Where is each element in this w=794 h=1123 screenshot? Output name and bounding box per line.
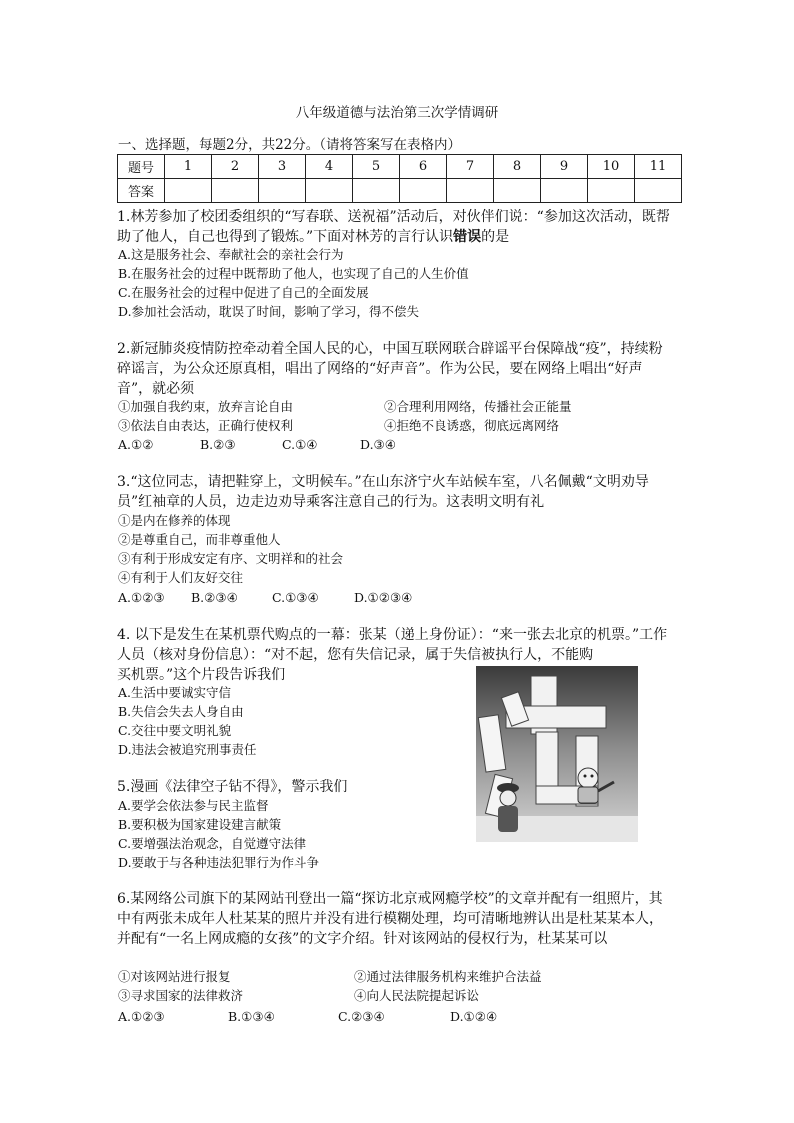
- q3-statement-4: ④有利于人们友好交往: [118, 570, 244, 585]
- question-1-stem: [117, 207, 675, 247]
- answer-table: [117, 154, 682, 203]
- table-cell-number: 6: [400, 155, 447, 179]
- q1-option-b[interactable]: B.在服务社会的过程中既帮助了他人，也实现了自己的人生价值: [118, 266, 469, 281]
- q6-statement-2: ②通过法律服务机构来维护合法益: [354, 969, 542, 984]
- q3-option-b[interactable]: B.②③④: [191, 590, 238, 605]
- table-cell-number: 7: [447, 155, 494, 179]
- q2-statement-1: ①加强自我约束，放弃言论自由: [118, 399, 294, 414]
- table-answer-label: 答案: [118, 179, 165, 203]
- q4-option-b[interactable]: B.失信会失去人身自由: [118, 704, 244, 719]
- question-4-stem-end: 买机票。”这个片段告诉我们: [117, 667, 286, 683]
- q5-option-c[interactable]: C.要增强法治观念，自觉遵守法律: [118, 836, 307, 851]
- answer-cell[interactable]: [212, 179, 259, 203]
- q6-statement-4: ④向人民法院提起诉讼: [354, 988, 480, 1003]
- table-row-answers: [118, 179, 682, 203]
- question-4-stem: 4. 以下是发生在某机票代购点的一幕：张某（递上身份证）：“来一张去北京的机票。”工作人员（核对身份信息）：“对不起，您有失信记录，属于失信被执行人，不能购: [117, 627, 668, 663]
- section-heading: 一、选择题，每题2分，共22分。（请将答案写在表格内）: [118, 137, 462, 153]
- q2-option-c[interactable]: C.①④: [282, 437, 318, 452]
- answer-cell[interactable]: [588, 179, 635, 203]
- table-cell-number: 10: [588, 155, 635, 179]
- q3-statement-1: ①是内在修养的体现: [118, 513, 231, 528]
- answer-cell[interactable]: [635, 179, 682, 203]
- q3-option-a[interactable]: A.①②③: [118, 590, 165, 605]
- answer-cell[interactable]: [165, 179, 212, 203]
- q1-stem-text: 1.林芳参加了校团委组织的“写春联、送祝福”活动后，对伙伴们说：“参加这次活动，既帮助了他人，自己也得到了锻炼。”下面对林芳的言行认识: [117, 209, 670, 245]
- q1-option-a[interactable]: A.这是服务社会、奉献社会的亲社会行为: [118, 247, 344, 262]
- q3-option-d[interactable]: D.①②③④: [354, 590, 413, 605]
- q2-option-b[interactable]: B.②③: [200, 437, 236, 452]
- q1-option-d[interactable]: D.参加社会活动，耽误了时间，影响了学习，得不偿失: [118, 304, 420, 319]
- law-loophole-cartoon-image: [476, 666, 638, 842]
- q1-option-c[interactable]: C.在服务社会的过程中促进了自己的全面发展: [118, 285, 369, 300]
- q6-option-b[interactable]: B.①③④: [228, 1009, 275, 1024]
- q2-statement-2: ②合理利用网络，传播社会正能量: [384, 399, 572, 414]
- q2-statement-3: ③依法自由表达，正确行使权利: [118, 418, 294, 433]
- question-6-stem: 6.某网络公司旗下的某网站刊登出一篇“探访北京戒网瘾学校”的文章并配有一组照片，其中有两张未成年人杜某某的照片并没有进行模糊处理，均可清晰地辨认出是杜某某本人，并配有“一名上网成瘾的女孩”的文字介绍。针对该网站的侵权行为，杜某某可以: [117, 891, 663, 947]
- q4-option-d[interactable]: D.违法会被追究刑事责任: [118, 742, 257, 757]
- question-3-stem: 3.“这位同志，请把鞋穿上，文明候车。”在山东济宁火车站候车室，八名佩戴“文明劝导员”红袖章的人员，边走边劝导乘客注意自己的行为。这表明文明有礼: [117, 474, 649, 510]
- answer-cell[interactable]: [353, 179, 400, 203]
- table-cell-number: 8: [494, 155, 541, 179]
- q1-stem-end: 的是: [481, 229, 510, 245]
- q6-option-c[interactable]: C.②③④: [338, 1009, 385, 1024]
- q5-option-a[interactable]: A.要学会依法参与民主监督: [118, 798, 269, 813]
- q6-statement-1: ①对该网站进行报复: [118, 969, 231, 984]
- q2-option-a[interactable]: A.①②: [118, 437, 154, 452]
- answer-cell[interactable]: [494, 179, 541, 203]
- question-2-stem: 2.新冠肺炎疫情防控牵动着全国人民的心，中国互联网联合辟谣平台保障战“疫”，持续粉碎谣言，为公众还原真相，唱出了网络的“好声音”。作为公民，要在网络上唱出“好声音”，就必须: [117, 341, 663, 397]
- q3-statement-2: ②是尊重自己，而非尊重他人: [118, 532, 281, 547]
- q2-option-d[interactable]: D.③④: [360, 437, 396, 452]
- q3-option-c[interactable]: C.①③④: [272, 590, 319, 605]
- table-header-label: 题号: [118, 155, 165, 179]
- table-cell-number: 2: [212, 155, 259, 179]
- table-cell-number: 5: [353, 155, 400, 179]
- page-title: 八年级道德与法治第三次学情调研: [295, 105, 499, 121]
- q6-option-a[interactable]: A.①②③: [118, 1009, 165, 1024]
- table-cell-number: 1: [165, 155, 212, 179]
- q2-statement-4: ④拒绝不良诱惑，彻底远离网络: [384, 418, 560, 433]
- q5-option-d[interactable]: D.要敢于与各种违法犯罪行为作斗争: [118, 855, 320, 870]
- q6-option-d[interactable]: D.①②④: [450, 1009, 498, 1024]
- answer-cell[interactable]: [400, 179, 447, 203]
- question-5-stem: 5.漫画《法律空子钻不得》，警示我们: [117, 779, 348, 795]
- table-row-numbers: [118, 155, 682, 179]
- q3-statement-3: ③有利于形成安定有序、文明祥和的社会: [118, 551, 344, 566]
- answer-cell[interactable]: [541, 179, 588, 203]
- table-cell-number: 9: [541, 155, 588, 179]
- answer-cell[interactable]: [306, 179, 353, 203]
- q6-statement-3: ③寻求国家的法律救济: [118, 988, 244, 1003]
- answer-cell[interactable]: [259, 179, 306, 203]
- table-cell-number: 3: [259, 155, 306, 179]
- table-cell-number: 11: [635, 155, 682, 179]
- q1-stem-emphasis: 错误: [453, 229, 482, 245]
- q5-option-b[interactable]: B.要积极为国家建设建言献策: [118, 817, 282, 832]
- table-cell-number: 4: [306, 155, 353, 179]
- q4-option-a[interactable]: A.生活中要诚实守信: [118, 685, 232, 700]
- answer-cell[interactable]: [447, 179, 494, 203]
- q4-option-c[interactable]: C.交往中要文明礼貌: [118, 723, 232, 738]
